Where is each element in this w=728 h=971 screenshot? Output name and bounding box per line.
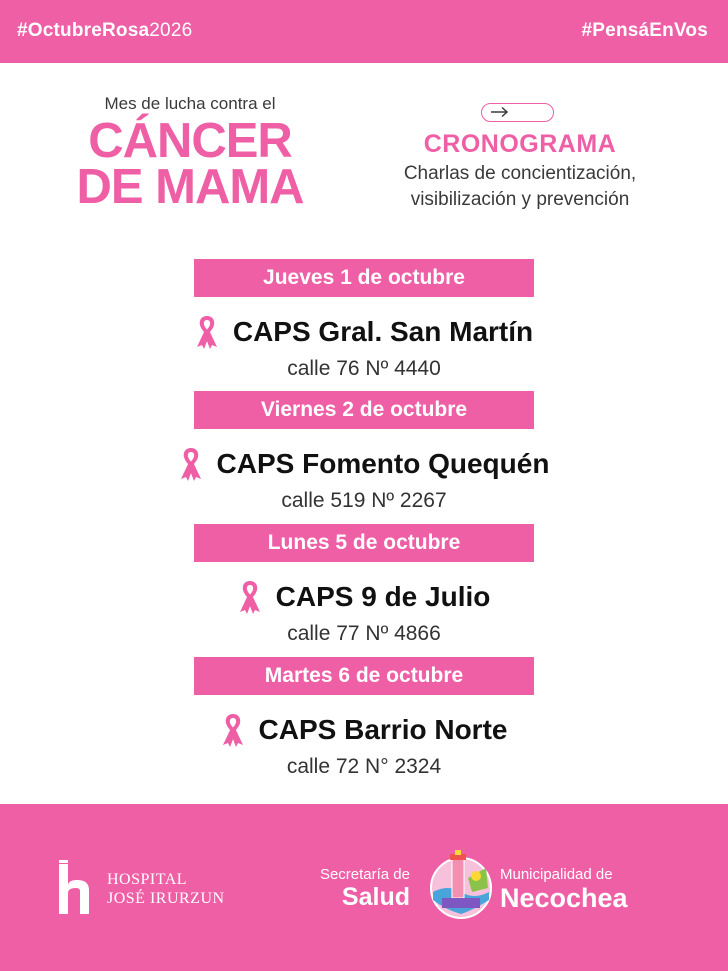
pink-ribbon-icon xyxy=(195,314,219,350)
campaign-pretitle: Mes de lucha contra el xyxy=(104,94,276,113)
cronograma-title: CRONOGRAMA xyxy=(423,130,617,158)
campaign-title-line1: CÁNCER xyxy=(88,114,292,168)
schedule-entry xyxy=(0,712,728,779)
secretaria-salud: Secretaría de Salud xyxy=(319,866,410,911)
place-name: CAPS 9 de Julio xyxy=(275,581,491,612)
schedule-entry xyxy=(0,446,728,513)
day-bar: Jueves 1 de octubre xyxy=(194,259,534,297)
municipal-emblem-icon xyxy=(428,848,494,920)
campaign-title-line2: DE MAMA xyxy=(76,160,304,214)
arrow-right-icon xyxy=(490,106,510,118)
hashtag-pensa-en-vos: #PensáEnVos xyxy=(581,20,708,41)
campaign-title xyxy=(60,94,320,214)
pink-ribbon-icon xyxy=(238,579,262,615)
day-bar: Viernes 2 de octubre xyxy=(194,391,534,429)
municipalidad-necochea: Municipalidad de Necochea xyxy=(500,866,628,913)
pink-ribbon-icon xyxy=(179,446,203,482)
place-address: calle 519 Nº 2267 xyxy=(281,489,447,512)
place-name: CAPS Fomento Quequén xyxy=(216,448,550,479)
place-address: calle 72 N° 2324 xyxy=(286,755,442,778)
schedule-entry xyxy=(0,579,728,646)
place-name: CAPS Barrio Norte xyxy=(258,714,508,745)
schedule-entry xyxy=(0,314,728,381)
cronograma-subtitle-line1: Charlas de concientización, xyxy=(403,163,637,184)
cronograma-block xyxy=(360,130,680,211)
hashtag-octubre-rosa: #OctubreRosa2026 xyxy=(17,20,193,41)
day-bar: Lunes 5 de octubre xyxy=(194,524,534,562)
hospital-logo-icon xyxy=(57,860,93,916)
pink-ribbon-icon xyxy=(221,712,245,748)
top-bar xyxy=(0,0,728,63)
place-name: CAPS Gral. San Martín xyxy=(232,316,534,347)
hospital-name: HOSPITAL JOSÉ IRURZUN xyxy=(107,871,225,907)
place-address: calle 76 Nº 4440 xyxy=(287,357,441,380)
arrow-pill xyxy=(481,103,554,122)
place-address: calle 77 Nº 4866 xyxy=(287,622,441,645)
cronograma-subtitle-line2: visibilización y prevención xyxy=(410,189,630,210)
day-bar: Martes 6 de octubre xyxy=(194,657,534,695)
